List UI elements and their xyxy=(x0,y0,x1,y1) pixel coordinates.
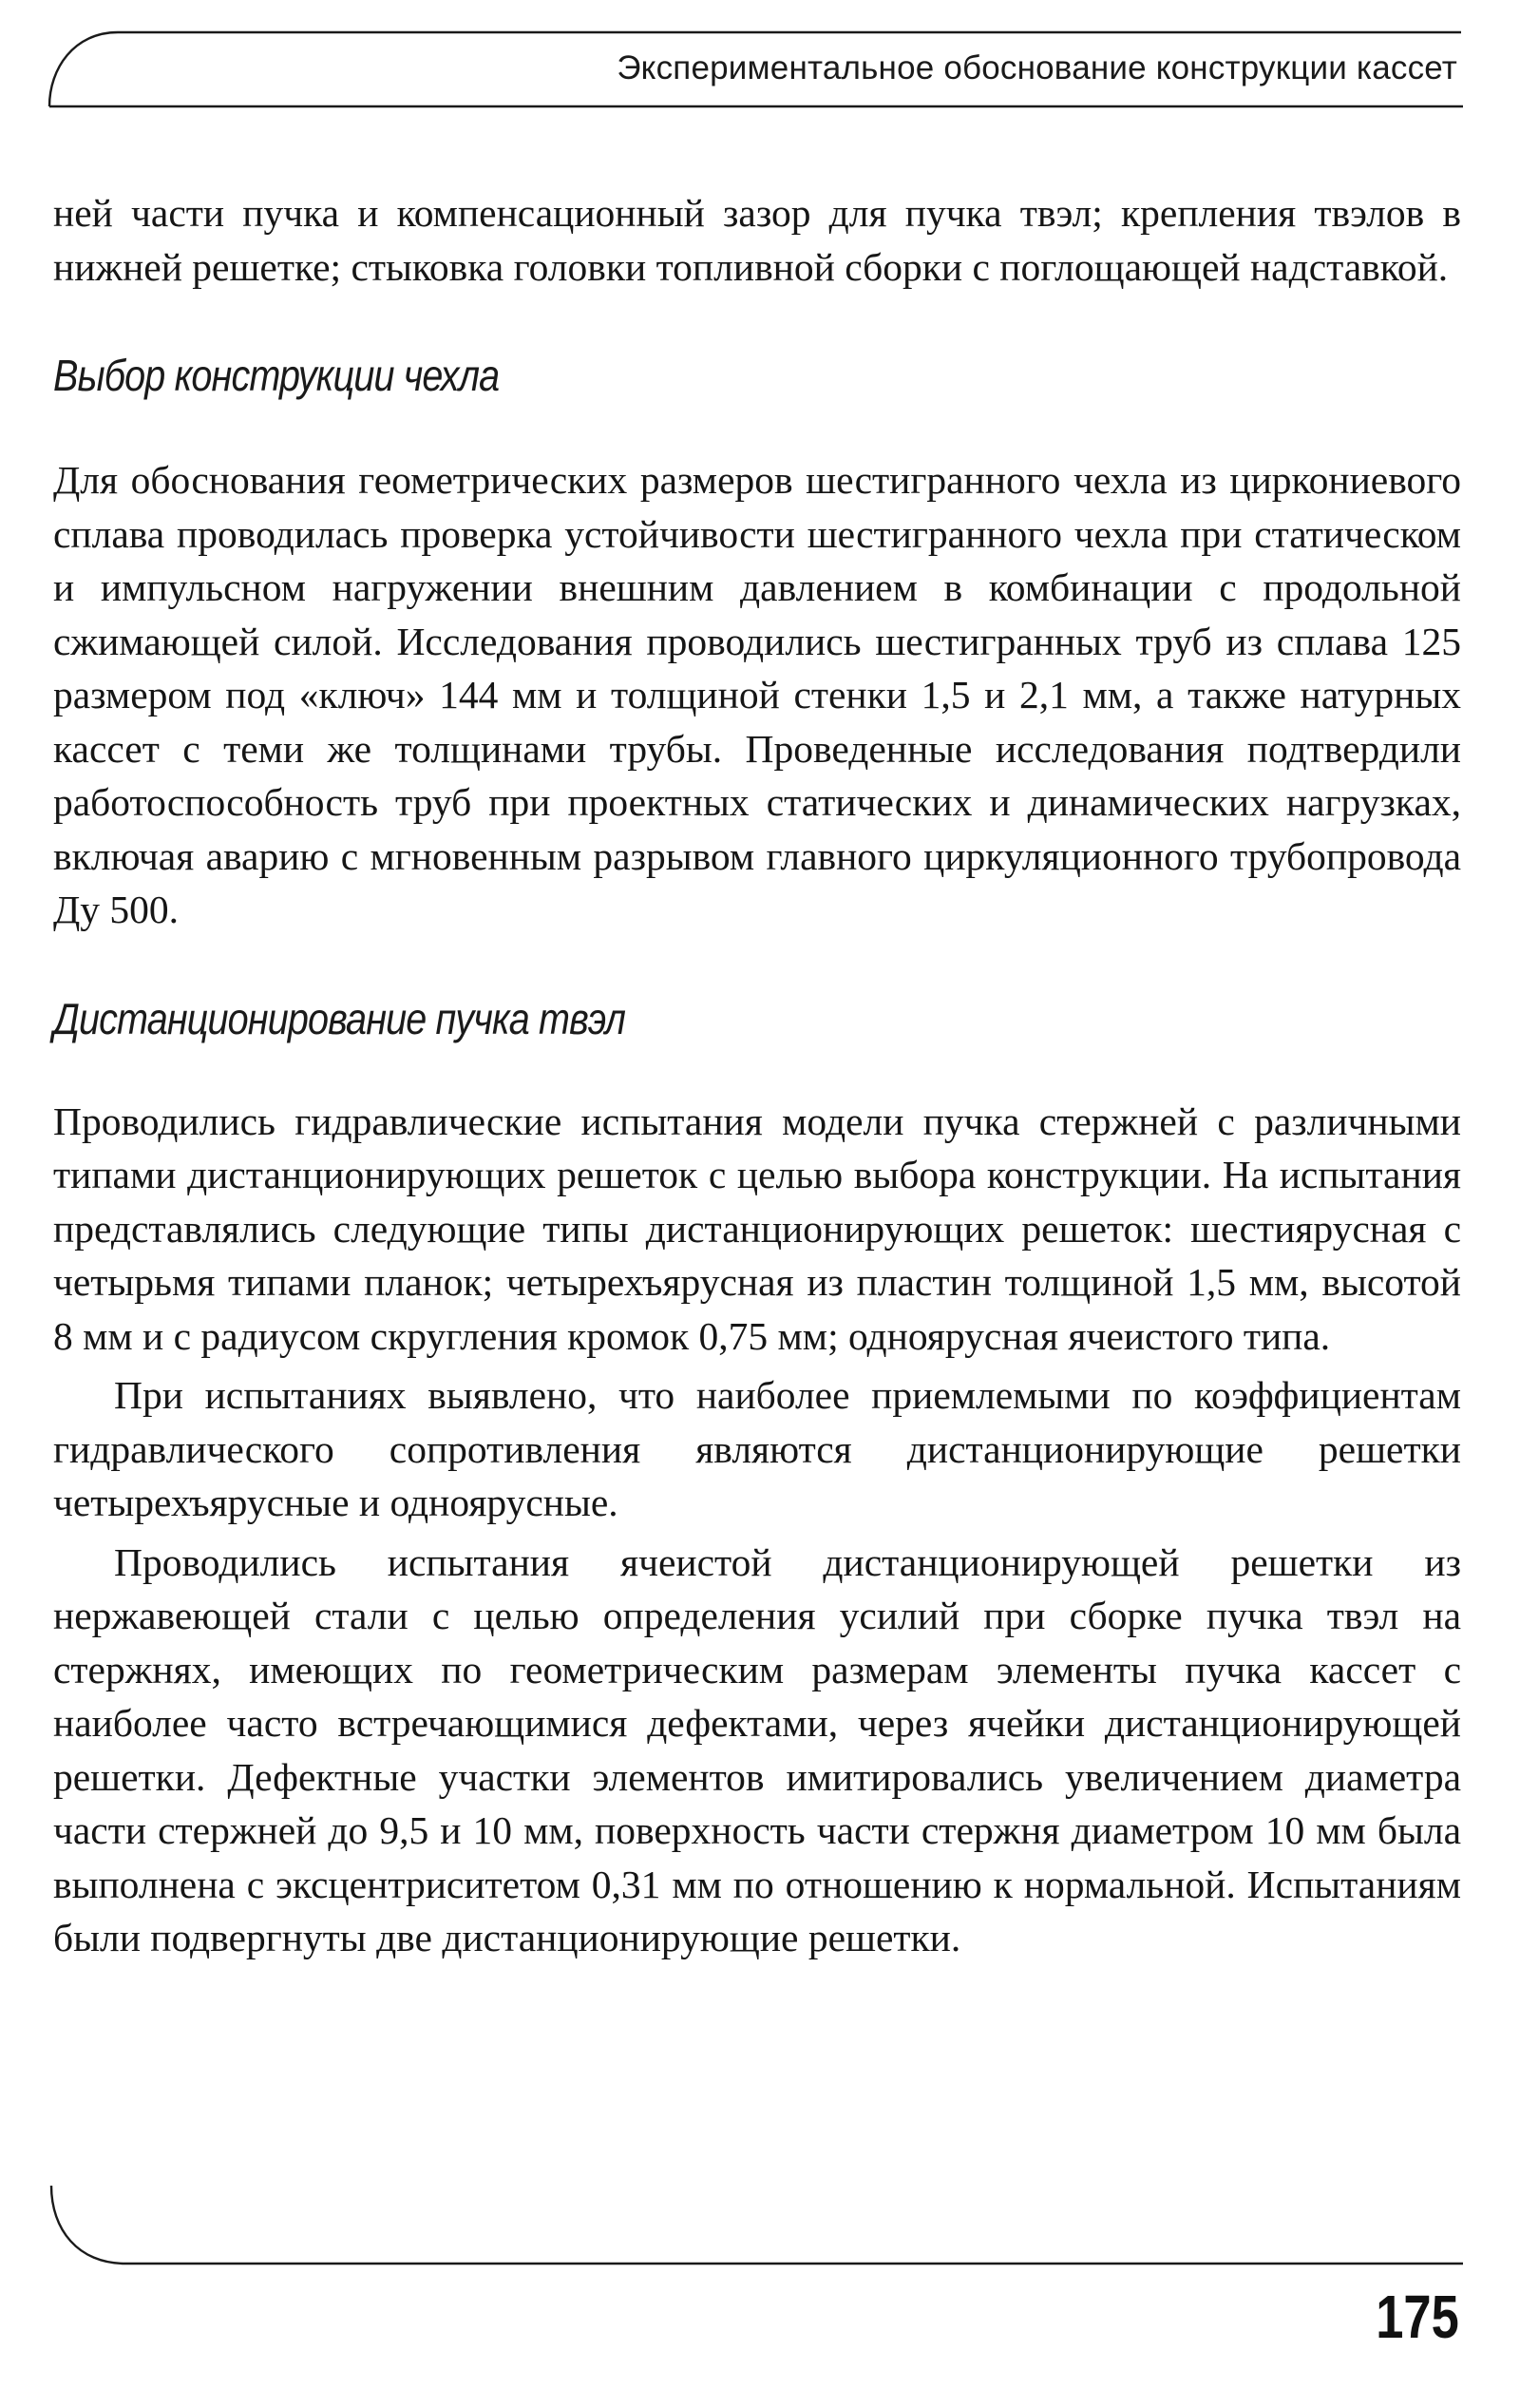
paragraph-cell-grid-tests: Проводились испытания ячеистой дистанционирующей решетки из нержавеющей стали с целью определения усилий при сборке пучка твэл на стержнях, имеющих по геометрическим размерам элементы пучка кассет с наиболее часто встречающимися дефектами, через ячейки дистанционирующей решетки. Дефектные участки элементов имитировались увеличением диаметра части стержней до 9,5 и 10 мм, поверхность части стержня диаметром 10 мм была выполнена с эксцентриситетом 0,31 мм по отношению к нормальной. Испытаниям были подвергнуты две дистанционирующие решетки. xyxy=(53,1539,1461,1959)
paragraph-hydraulic-tests: Проводились гидравлические испытания модели пучка стержней с различными типами дистанционирующих решеток с целью выбора конструкции. На испытания представлялись следующие типы дистанционирующих решеток: шестиярусная с четырьмя типами планок; четырехъярусная из пластин толщиной 1,5 мм, высотой 8 мм и с радиусом скругления кромок 0,75 мм; одноярусная ячеистого типа. xyxy=(53,1099,1461,1358)
body-text xyxy=(53,186,1461,1965)
paragraph-intro: ней части пучка и компенсационный зазор для пучка твэл; крепления твэлов в нижней решетке; стыковка головки топливной сборки с поглощающей надставкой. xyxy=(53,191,1461,289)
paragraph-casing: Для обоснования геометрических размеров шестигранного чехла из циркониевого сплава проводилась проверка устойчивости шестигранного чехла при статическом и импульсном нагружении внешним давлением в комбинации с продольной сжимающей силой. Исследования проводились шестигранных труб из сплава 125 размером под «ключ» 144 мм и толщиной стенки 1,5 и 2,1 мм, а также натурных кассет с теми же толщинами трубы. Проведенные исследования подтвердили работоспособность труб при проектных статических и динамических нагрузках, включая аварию с мгновенным разрывом главного циркуляционного трубопровода Ду 500. xyxy=(53,458,1461,931)
running-head: Экспериментальное обоснование конструкции кассет xyxy=(617,49,1457,86)
section-heading-casing: Выбор конструкции чехла xyxy=(53,351,500,400)
footer-rule xyxy=(0,2167,1520,2281)
section-heading-spacing: Дистанционирование пучка твэл xyxy=(53,993,626,1043)
page-number: 175 xyxy=(1376,2283,1459,2351)
paragraph-test-results: При испытаниях выявлено, что наиболее приемлемыми по коэффициентам гидравлического сопротивления являются дистанционирующие решетки четырехъярусные и одноярусные. xyxy=(53,1373,1461,1524)
